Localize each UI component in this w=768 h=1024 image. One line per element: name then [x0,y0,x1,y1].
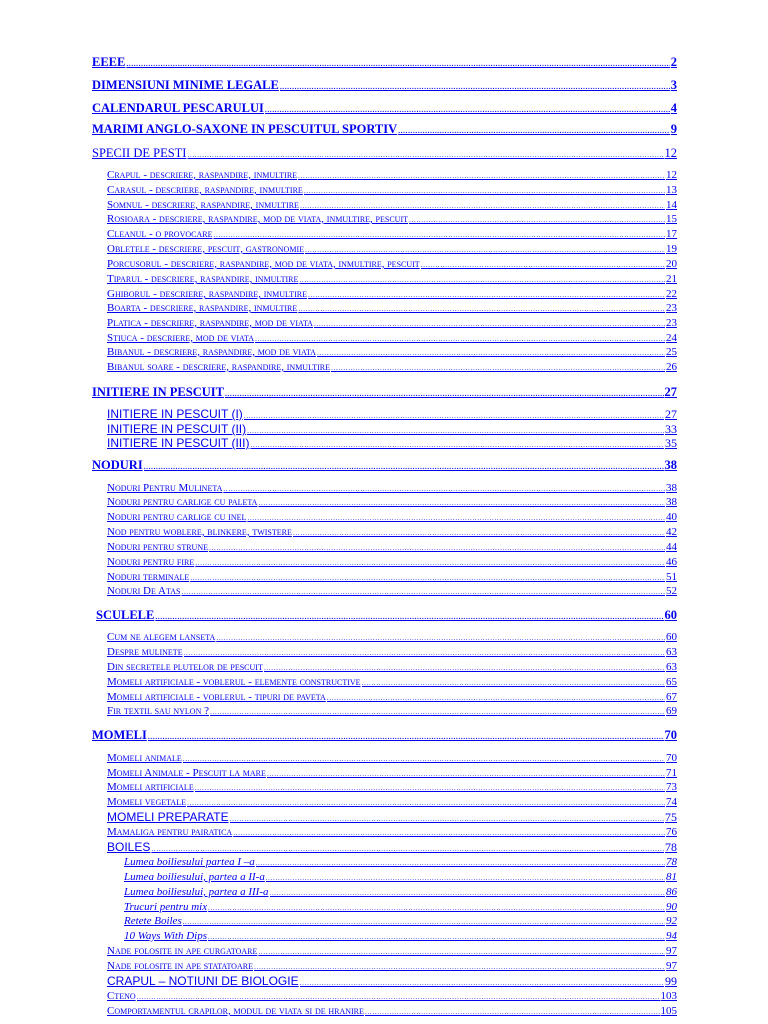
toc-entry-page[interactable]: 67 [666,691,677,703]
dot-leader [317,350,665,357]
dot-leader [183,919,665,926]
dot-leader [300,980,664,987]
toc-entry-title[interactable]: Momeli artificiale [107,781,194,793]
toc-entry-page[interactable]: 51 [666,571,677,583]
toc-entry-title[interactable]: Momeli artificiale - voblerul - tipuri de paveta [107,691,326,703]
toc-entry[interactable] [107,826,677,838]
toc-entry-page[interactable]: 94 [666,930,677,942]
dot-leader [265,107,670,114]
toc-entry[interactable] [107,661,677,673]
dot-leader [208,934,665,941]
toc-entry[interactable] [107,436,677,451]
dot-leader [213,232,665,239]
toc-entry-page[interactable]: 75 [665,810,677,824]
toc-entry[interactable] [124,930,677,942]
dot-leader [209,545,665,552]
dot-leader [280,84,670,91]
toc-entry-title[interactable]: Tiparul - descriere, raspandire, inmultire [107,273,299,285]
toc-entry-page[interactable]: 17 [666,228,677,240]
dot-leader [223,486,665,493]
toc-entry-page[interactable]: 12 [664,146,677,160]
toc-entry[interactable] [107,361,677,373]
toc-entry-title[interactable]: Momeli artificiale - voblerul - elemente constructive [107,676,361,688]
dot-leader [255,336,665,343]
toc-entry-title[interactable]: Comportamentul crapilor, modul de viata si de hranire [107,1005,364,1017]
toc-entry[interactable] [107,705,677,717]
toc-entry-title[interactable]: Lumea boiliesului, partea a II-a [124,871,265,883]
toc-entry-page[interactable]: 71 [666,767,677,779]
toc-entry[interactable] [107,199,677,211]
dot-leader [144,464,664,471]
toc-entry[interactable] [107,213,677,225]
toc-entry[interactable] [107,496,677,508]
toc-entry[interactable] [124,901,677,913]
toc-entry-title[interactable]: SPECII DE PESTI [92,146,187,160]
toc-entry-page[interactable]: 99 [665,974,677,988]
toc-entry-title[interactable]: DIMENSIUNI MINIME LEGALE [92,78,279,92]
toc-entry-title[interactable]: Cteno [107,990,136,1002]
dot-leader [298,173,665,180]
toc-entry-title[interactable]: Rosioara - descriere, raspandire, mod de viata, inmultire, pescuit [107,213,409,225]
toc-entry[interactable] [124,886,677,898]
dot-leader [225,391,664,398]
toc-entry[interactable] [107,945,677,957]
toc-entry-title[interactable]: Lumea boiliesului, partea a III-a [124,886,269,898]
dot-leader [126,61,669,68]
toc-entry-title[interactable]: Fir textil sau nylon ? [107,705,209,717]
toc-entry-page[interactable]: 52 [666,585,677,597]
toc-entry-page[interactable]: 13 [666,184,677,196]
toc-entry[interactable] [107,302,677,314]
toc-entry-title[interactable]: Crapul - descriere, raspandire, inmultire [107,169,298,181]
toc-entry-page[interactable]: 23 [666,302,677,314]
toc-entry[interactable] [107,571,677,583]
toc-entry-page[interactable]: 23 [666,317,677,329]
toc-entry-page[interactable]: 27 [664,385,677,399]
toc-entry[interactable] [92,146,677,161]
dot-leader [155,614,663,621]
toc-entry-title[interactable]: Momeli animale [107,752,182,764]
toc-entry-page[interactable]: 33 [665,422,677,436]
toc-entry-title[interactable]: MARIMI ANGLO-SAXONE IN PESCUITUL SPORTIV [92,122,398,136]
dot-leader [256,860,665,867]
dot-leader [181,589,665,596]
toc-entry-page[interactable]: 103 [660,990,677,1002]
dot-leader [187,152,663,159]
dot-leader [305,247,665,254]
toc-entry[interactable] [107,796,677,808]
toc-entry[interactable] [92,728,677,743]
toc-entry-title[interactable]: MOMELI [92,728,147,742]
dot-leader [250,442,664,449]
toc-entry[interactable] [107,990,677,1002]
dot-leader [409,217,665,224]
toc-entry-page[interactable]: 78 [666,856,677,868]
toc-entry[interactable] [107,511,677,523]
toc-entry-page[interactable]: 22 [666,288,677,300]
toc-entry-title[interactable]: Noduri pentru fire [107,556,195,568]
toc-entry-page[interactable]: 20 [666,258,677,270]
toc-entry-title[interactable]: Cleanul - o provocare [107,228,213,240]
dot-leader [208,905,665,912]
dot-leader [183,756,665,763]
dot-leader [327,695,665,702]
toc-entry-title[interactable]: Momeli Animale - Pescuit la mare [107,767,266,779]
toc-entry[interactable] [107,526,677,538]
dot-leader [233,830,665,837]
toc-entry-page[interactable]: 70 [666,752,677,764]
toc-entry-page[interactable]: 9 [670,122,677,136]
dot-leader [148,734,664,741]
dot-leader [293,530,665,537]
toc-entry-title[interactable]: Lumea boiliesului partea I –a [124,856,255,868]
toc-entry-title[interactable]: Noduri pentru strune [107,541,209,553]
toc-entry-title[interactable]: Bibanul - descriere, raspandire, mod de viata [107,346,316,358]
toc-entry-page[interactable]: 70 [664,728,677,742]
toc-entry-page[interactable]: 14 [666,199,677,211]
toc-entry-title[interactable]: Trucuri pentru mix [124,901,208,913]
toc-entry-title[interactable]: Noduri pentru carlige cu paleta [107,496,258,508]
dot-leader [216,635,665,642]
dot-leader [304,188,665,195]
toc-entry-title[interactable]: CRAPUL – NOTIUNI DE BIOLOGIE [107,974,299,988]
toc-entry-title[interactable]: Nade folosite in ape curgatoare [107,945,258,957]
toc-entry-title[interactable]: Mamaliga pentru pairatica [107,826,233,838]
toc-entry-title[interactable]: Somnul - descriere, raspandire, inmultire [107,199,299,211]
dot-leader [258,500,665,507]
toc-entry[interactable] [124,856,677,868]
dot-leader [210,709,665,716]
dot-leader [264,665,665,672]
toc-entry[interactable] [92,78,677,93]
dot-leader [244,413,664,420]
toc-entry-title[interactable]: NODURI [92,458,143,472]
toc-entry[interactable] [107,169,677,181]
toc-entry[interactable] [107,273,677,285]
toc-entry-title[interactable]: Momeli vegetale [107,796,186,808]
toc-entry-page[interactable]: 21 [666,273,677,285]
toc-entry-page[interactable]: 26 [666,361,677,373]
toc-entry-title[interactable]: Boarta - descriere, raspandire, inmultire [107,302,298,314]
toc-entry-page[interactable]: 27 [665,407,677,421]
toc-entry-title[interactable]: Obletele - descriere, pescuit, gastronomie [107,243,304,255]
dot-leader [137,994,660,1001]
dot-leader [365,1009,660,1016]
toc-entry-title[interactable]: Noduri Pentru Mulineta [107,482,223,494]
dot-leader [308,292,665,299]
dot-leader [230,816,664,823]
toc-entry-page[interactable]: 3 [670,78,677,92]
toc-entry-page[interactable]: 86 [666,886,677,898]
dot-leader [314,321,665,328]
toc-entry-title[interactable]: CALENDARUL PESCARULUI [92,101,264,115]
toc-entry[interactable] [107,243,677,255]
toc-entry-page[interactable]: 38 [666,496,677,508]
toc-entry[interactable] [107,317,677,329]
dot-leader [247,515,665,522]
toc-entry[interactable] [107,810,677,825]
toc-entry[interactable] [107,767,677,779]
toc-entry[interactable] [96,608,677,623]
toc-entry-page[interactable]: 4 [670,101,677,115]
toc-entry[interactable] [107,752,677,764]
toc-entry[interactable] [92,458,677,473]
dot-leader [187,800,665,807]
dot-leader [270,890,665,897]
toc-entry-title[interactable]: Ghiborul - descriere, raspandire, inmultire [107,288,307,300]
toc-entry-page[interactable]: 46 [666,556,677,568]
toc-entry[interactable] [107,556,677,568]
toc-entry-page[interactable]: 60 [666,631,677,643]
toc-entry-title[interactable]: BOILES [107,840,151,854]
toc-entry-page[interactable]: 40 [666,511,677,523]
toc-entry-page[interactable]: 97 [666,960,677,972]
toc-entry-page[interactable]: 97 [666,945,677,957]
toc-entry[interactable] [92,385,677,400]
toc-entry-page[interactable]: 76 [666,826,677,838]
toc-entry-title[interactable]: INITIERE IN PESCUIT (I) [107,407,243,421]
toc-entry[interactable] [107,631,677,643]
toc-entry-page[interactable]: 19 [666,243,677,255]
toc-entry-title[interactable]: MOMELI PREPARATE [107,810,229,824]
dot-leader [266,875,665,882]
toc-entry-page[interactable]: 65 [666,676,677,688]
toc-entry-title[interactable]: Cum ne alegem lanseta [107,631,216,643]
toc-entry-page[interactable]: 74 [666,796,677,808]
dot-leader [267,771,665,778]
toc-entry-page[interactable]: 12 [666,169,677,181]
toc-entry[interactable] [107,960,677,972]
toc-entry-title[interactable]: Porcusorul - descriere, raspandire, mod de viata, inmultire, pescuit [107,258,420,270]
toc-entry[interactable] [107,288,677,300]
toc-entry[interactable] [92,122,677,137]
toc-entry[interactable] [107,258,677,270]
toc-entry-page[interactable]: 90 [666,901,677,913]
toc-entry[interactable] [107,482,677,494]
toc-entry-page[interactable]: 92 [666,915,677,927]
toc-entry[interactable] [124,871,677,883]
toc-entry[interactable] [107,585,677,597]
toc-entry-title[interactable]: Din secretele plutelor de pescuit [107,661,263,673]
toc-entry[interactable] [107,346,677,358]
toc-entry-title[interactable]: Bibanul soare - descriere, raspandire, inmultire [107,361,331,373]
toc-entry[interactable] [107,974,677,989]
toc-entry-page[interactable]: 78 [665,840,677,854]
toc-entry[interactable] [107,541,677,553]
dot-leader [195,560,665,567]
toc-entry-page[interactable]: 63 [666,661,677,673]
toc-entry[interactable] [107,228,677,240]
toc-entry[interactable] [107,1005,677,1017]
toc-entry-page[interactable]: 15 [666,213,677,225]
toc-entry-title[interactable]: EEEE [92,55,126,69]
toc-entry[interactable] [92,55,677,70]
toc-entry[interactable] [92,101,677,116]
toc-entry-page[interactable]: 105 [660,1005,677,1017]
toc-entry-title[interactable]: Noduri pentru carlige cu inel [107,511,247,523]
toc-entry-title[interactable]: Stiuca - descriere, mod de viata [107,332,254,344]
toc-entry-page[interactable]: 35 [665,436,677,450]
toc-entry[interactable] [107,781,677,793]
toc-entry[interactable] [107,184,677,196]
toc-entry-title[interactable]: Nod pentru woblere, blinkere, twistere [107,526,292,538]
toc-entry[interactable] [107,840,677,855]
toc-entry[interactable] [107,407,677,422]
toc-entry-page[interactable]: 2 [670,55,677,69]
toc-entry-page[interactable]: 60 [664,608,677,622]
toc-entry-page[interactable]: 42 [666,526,677,538]
toc-entry-title[interactable]: Nade folosite in ape statatoare [107,960,253,972]
toc-entry-title[interactable]: INITIERE IN PESCUIT [92,385,224,399]
toc-entry[interactable] [107,422,677,437]
dot-leader [254,964,665,971]
toc-entry-page[interactable]: 25 [666,346,677,358]
toc-entry-title[interactable]: Noduri De Atas [107,585,181,597]
toc-entry-title[interactable]: Despre mulinete [107,646,183,658]
toc-entry[interactable] [107,646,677,658]
dot-leader [190,575,665,582]
toc-entry-title[interactable]: SCULELE [96,608,155,622]
toc-entry[interactable] [107,332,677,344]
dot-leader [362,680,665,687]
toc-entry-title[interactable]: Platica - descriere, raspandire, mod de viata [107,317,313,329]
dot-leader [398,128,670,135]
dot-leader [151,846,664,853]
toc-entry-page[interactable]: 38 [664,458,677,472]
toc-entry[interactable] [107,691,677,703]
toc-entry-page[interactable]: 69 [666,705,677,717]
dot-leader [421,262,665,269]
toc-entry-page[interactable]: 81 [666,871,677,883]
dot-leader [184,650,665,657]
toc-entry[interactable] [124,915,677,927]
dot-leader [258,949,665,956]
toc-entry-page[interactable]: 24 [666,332,677,344]
dot-leader [247,428,664,435]
toc-entry-title[interactable]: Noduri terminale [107,571,190,583]
toc-entry-title[interactable]: Carasul - descriere, raspandire, inmultire [107,184,303,196]
toc-entry-title[interactable]: 10 Ways With Dips [124,930,208,942]
toc-entry[interactable] [107,676,677,688]
dot-leader [299,277,665,284]
dot-leader [195,785,665,792]
toc-entry-page[interactable]: 63 [666,646,677,658]
dot-leader [298,306,665,313]
toc-entry-title[interactable]: INITIERE IN PESCUIT (II) [107,422,247,436]
toc-entry-title[interactable]: Retete Boiles [124,915,182,927]
toc-entry-page[interactable]: 38 [666,482,677,494]
toc-entry-title[interactable]: INITIERE IN PESCUIT (III) [107,436,250,450]
toc-entry-page[interactable]: 73 [666,781,677,793]
dot-leader [331,365,665,372]
toc-entry-page[interactable]: 44 [666,541,677,553]
dot-leader [300,203,665,210]
